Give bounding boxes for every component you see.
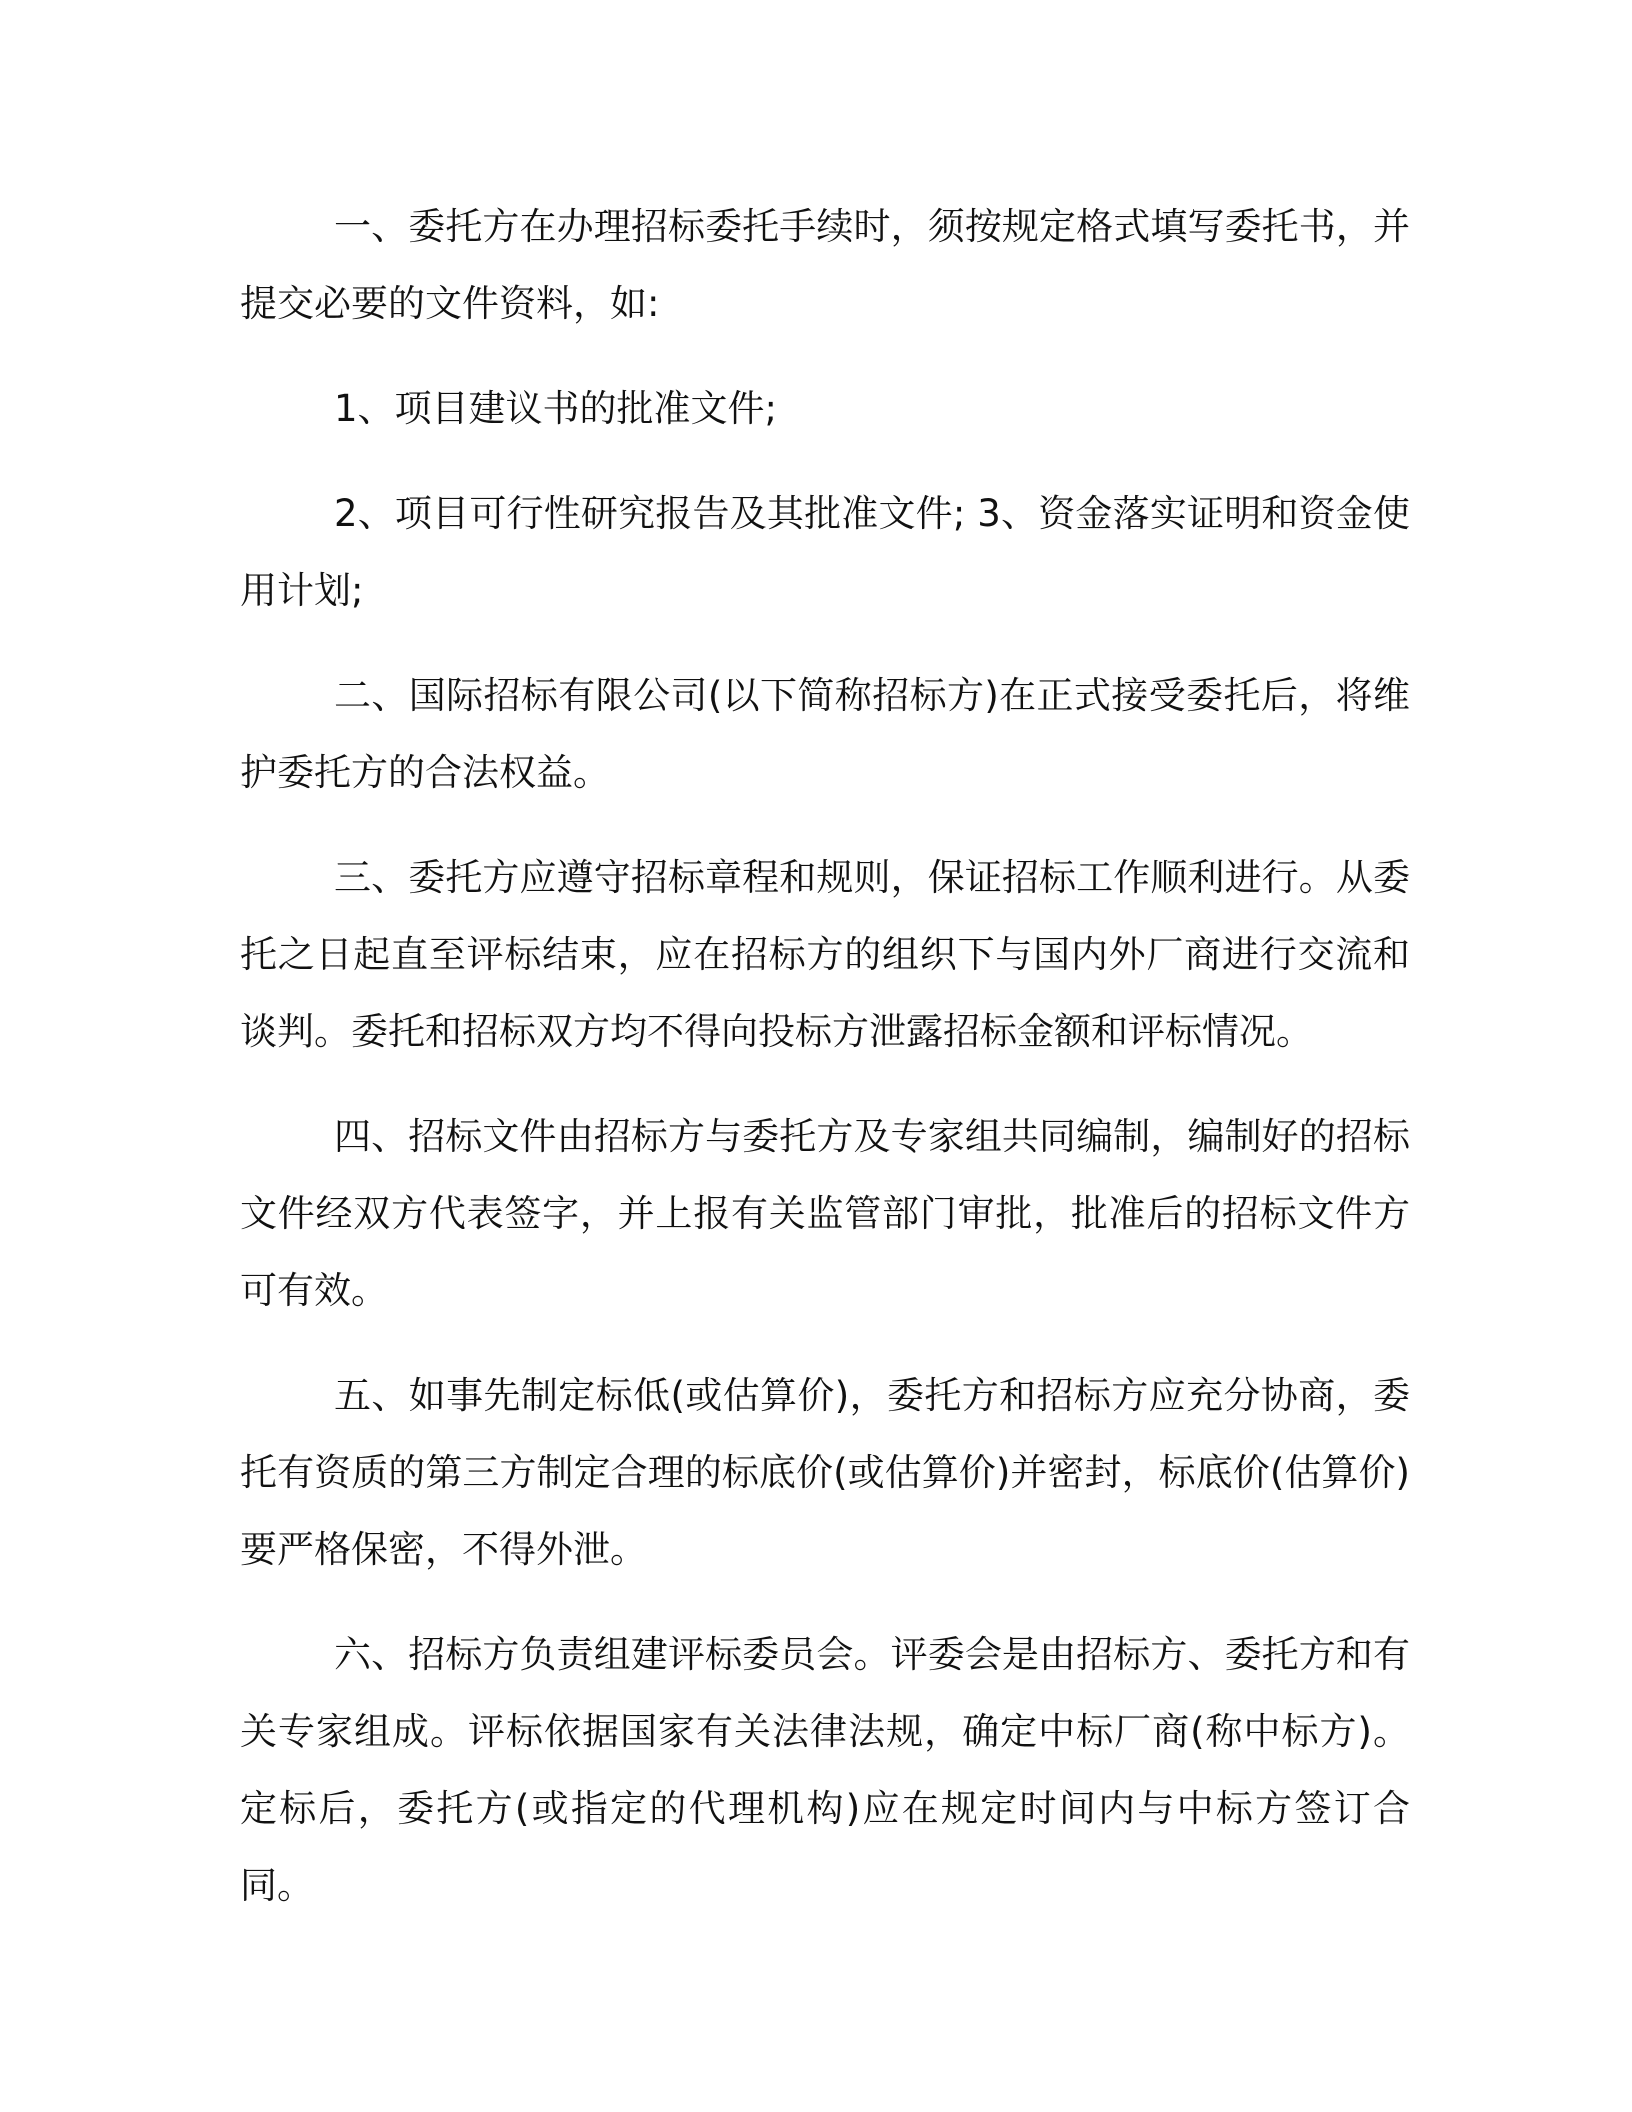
paragraph-5: 五、如事先制定标低(或估算价)，委托方和招标方应充分协商，委托有资质的第三方制定合理的标底价(或估算价)并密封，标底价(估算价)要严格保密，不得外泄。 [240,1374,1410,1571]
paragraph-2: 二、国际招标有限公司(以下简称招标方)在正式接受委托后，将维护委托方的合法权益。 [240,674,1410,794]
paragraph-3: 三、委托方应遵守招标章程和规则，保证招标工作顺利进行。从委托之日起直至评标结束，应在招标方的组织下与国内外厂商进行交流和谈判。委托和招标双方均不得向投标方泄露招标金额和评标情况。 [240,856,1410,1053]
paragraph-1: 一、委托方在办理招标委托手续时，须按规定格式填写委托书，并提交必要的文件资料，如: [240,205,1410,325]
paragraph-4: 四、招标文件由招标方与委托方及专家组共同编制，编制好的招标文件经双方代表签字，并上报有关监管部门审批，批准后的招标文件方可有效。 [240,1115,1410,1312]
document-body [240,188,1410,1952]
paragraph-item-2-3: 2、项目可行性研究报告及其批准文件; 3、资金落实证明和资金使用计划; [240,492,1410,612]
paragraph-6: 六、招标方负责组建评标委员会。评委会是由招标方、委托方和有关专家组成。评标依据国家有关法律法规，确定中标厂商(称中标方)。定标后，委托方(或指定的代理机构)应在规定时间内与中标方签订合同。 [240,1633,1410,1907]
paragraph-item-1: 1、项目建议书的批准文件; [334,387,778,430]
